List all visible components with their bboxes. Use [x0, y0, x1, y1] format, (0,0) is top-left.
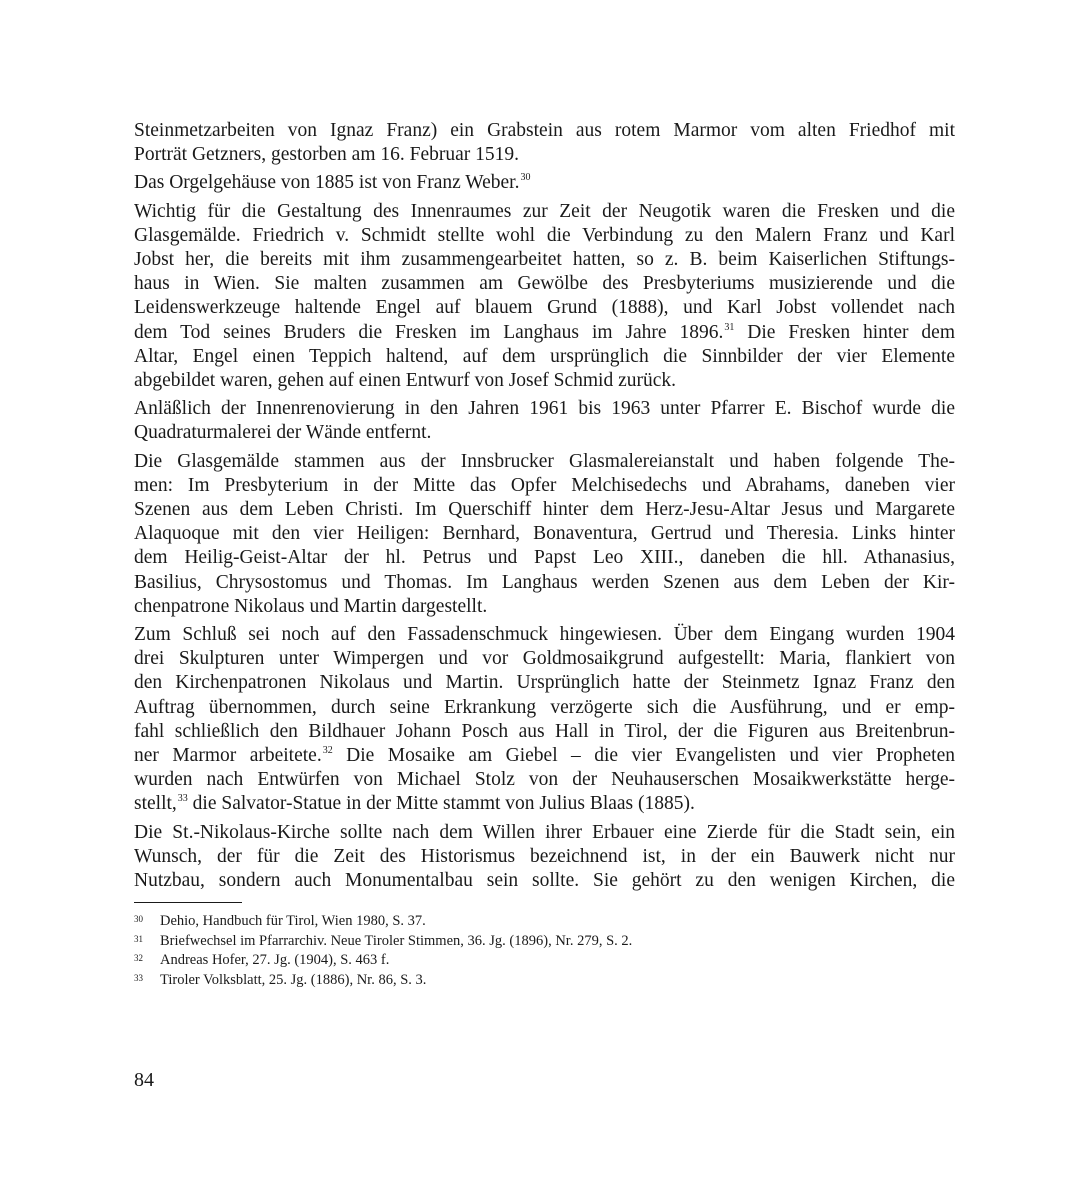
- footnote-text: Andreas Hofer, 27. Jg. (1904), S. 463 f.: [160, 952, 390, 968]
- footnote-ref-30: 30: [520, 172, 531, 184]
- text-line: Anläßlich der Innenrenovierung in den Jahren 1961 bis 1963 unter Pfarrer E. Bischof wurde die: [134, 398, 955, 420]
- text-segment: dem Tod seines Bruders die Fresken im Langhaus im Jahre 1896.: [134, 321, 724, 343]
- footnote-text: Dehio, Handbuch für Tirol, Wien 1980, S. 37.: [160, 913, 426, 929]
- text-line: Die Glasgemälde stammen aus der Innsbrucker Glasmalereianstalt und haben folgende The-: [134, 450, 955, 472]
- text-line: haus in Wien. Sie malten zusammen am Gewölbe des Presbyteriums musizierende und die: [134, 273, 955, 295]
- text-line: Basilius, Chrysostomus und Thomas. Im Langhaus werden Szenen aus dem Leben der Kir-: [134, 571, 955, 593]
- text-segment: stellt,: [134, 793, 177, 815]
- footnote-ref-32: 32: [322, 745, 333, 757]
- main-text: [134, 119, 955, 897]
- text-line: Jobst her, die bereits mit ihm zusammengearbeitet hatten, so z. B. beim Kaiserlichen Stiftungs-: [134, 249, 955, 271]
- footnote-number: 33: [134, 972, 143, 983]
- text-segment: Die Mosaike am Giebel – die vier Evangelisten und vier Propheten: [332, 745, 955, 767]
- text-segment: Die Fresken hinter dem: [734, 321, 955, 343]
- text-line: Quadraturmalerei der Wände entfernt.: [134, 422, 432, 444]
- paragraph-7: [134, 821, 955, 894]
- text-line: wurden nach Entwürfen von Michael Stolz von der Neuhauserschen Mosaikwerkstätte herge-: [134, 769, 955, 791]
- text-line: chenpatrone Nikolaus und Martin dargestellt.: [134, 595, 488, 617]
- footnote-ref-33: 33: [177, 793, 188, 805]
- footnotes: [134, 912, 834, 990]
- text-line: Wichtig für die Gestaltung des Innenraumes zur Zeit der Neugotik waren die Fresken und die: [134, 200, 955, 222]
- text-line: drei Skulpturen unter Wimpergen und vor Goldmosaikgrund aufgestellt: Maria, flankiert von: [134, 648, 955, 670]
- footnote-ref-31: 31: [724, 321, 735, 333]
- text-line: Glasgemälde. Friedrich v. Schmidt stellte wohl die Verbindung zu den Malern Franz und Karl: [134, 224, 955, 246]
- text-line: Porträt Getzners, gestorben am 16. Februar 1519.: [134, 144, 520, 166]
- text-line: Steinmetzarbeiten von Ignaz Franz) ein Grabstein aus rotem Marmor vom alten Friedhof mit: [134, 120, 955, 141]
- text-line: Alaquoque mit den vier Heiligen: Bernhard, Bonaventura, Gertrud und Theresia. Links hinter: [134, 523, 955, 545]
- text-segment: Das Orgelgehäuse von 1885 ist von Franz Weber.: [134, 172, 520, 194]
- footnote-32: [134, 951, 834, 971]
- paragraph-4: [134, 397, 955, 445]
- footnote-number: 31: [134, 933, 143, 944]
- text-line: fahl schließlich den Bildhauer Johann Posch aus Hall in Tirol, der die Figuren aus Breitenbrun-: [134, 720, 955, 742]
- footnote-text: Tiroler Volksblatt, 25. Jg. (1886), Nr. 86, S. 3.: [160, 971, 427, 988]
- text-line: Nutzbau, sondern auch Monumentalbau sein sollte. Sie gehört zu den wenigen Kirchen, die: [134, 870, 955, 892]
- paragraph-1: [134, 119, 955, 167]
- footnote-separator: [134, 902, 242, 903]
- text-line: den Kirchenpatronen Nikolaus und Martin. Ursprünglich hatte der Steinmetz Ignaz Franz den: [134, 672, 955, 694]
- text-line: abgebildet waren, gehen auf einen Entwurf von Josef Schmid zurück.: [134, 370, 677, 392]
- text-segment: ner Marmor arbeitete.: [134, 745, 322, 767]
- paragraph-6: [134, 623, 955, 817]
- text-line: Leidenswerkzeuge haltende Engel auf blauem Grund (1888), und Karl Jobst vollendet nach: [134, 297, 955, 319]
- footnote-30: [134, 912, 834, 932]
- footnote-number: 32: [134, 953, 143, 963]
- footnote-text: Briefwechsel im Pfarrarchiv. Neue Tiroler Stimmen, 36. Jg. (1896), Nr. 279, S. 2.: [160, 932, 633, 949]
- text-line: [134, 321, 955, 345]
- paragraph-3: [134, 200, 955, 394]
- text-line: Zum Schluß sei noch auf den Fassadenschmuck hingewiesen. Über dem Eingang wurden 1904: [134, 624, 955, 646]
- text-line: [134, 171, 955, 195]
- text-line: Auftrag übernommen, durch seine Erkrankung verzögerte sich die Ausführung, und er emp-: [134, 696, 955, 718]
- text-line: Szenen aus dem Leben Christi. Im Querschiff hinter dem Herz-Jesu-Altar Jesus und Margarete: [134, 499, 955, 521]
- footnote-31: [134, 932, 834, 952]
- page-number: 84: [134, 1069, 154, 1091]
- text-line: Altar, Engel einen Teppich haltend, auf dem ursprünglich die Sinnbilder der vier Elemente: [134, 345, 955, 367]
- paragraph-5: [134, 450, 955, 619]
- text-line: Wunsch, der für die Zeit des Historismus bezeichnend ist, in der ein Bauwerk nicht nur: [134, 845, 955, 867]
- footnote-number: 30: [134, 914, 143, 924]
- text-segment: die Salvator-Statue in der Mitte stammt von Julius Blaas (1885).: [187, 793, 695, 815]
- text-line: [134, 792, 955, 816]
- text-line: Die St.-Nikolaus-Kirche sollte nach dem Willen ihrer Erbauer eine Zierde für die Stadt sein, ein: [134, 821, 955, 843]
- footnote-33: [134, 971, 834, 991]
- text-line: dem Heilig-Geist-Altar der hl. Petrus und Papst Leo XIII., daneben die hll. Athanasius,: [134, 547, 955, 569]
- text-line: [134, 744, 955, 768]
- paragraph-2: [134, 171, 955, 195]
- text-line: men: Im Presbyterium in der Mitte das Opfer Melchisedechs und Abrahams, daneben vier: [134, 474, 955, 496]
